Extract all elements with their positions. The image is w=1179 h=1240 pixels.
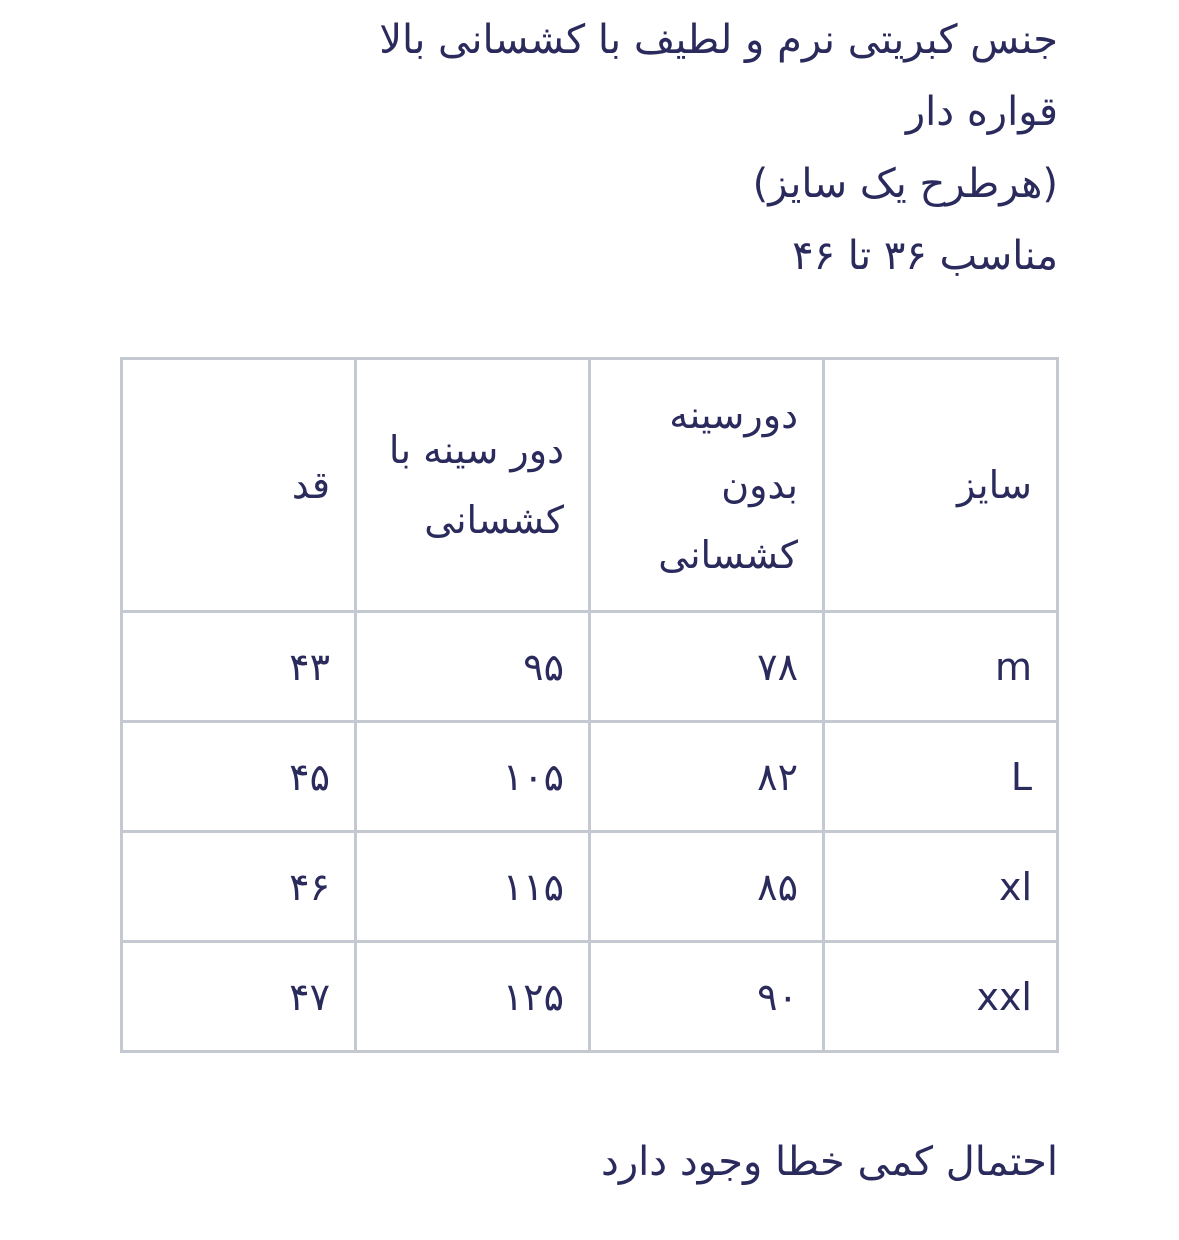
- description-size-note: (هرطرح یک سایز): [752, 161, 1058, 207]
- cell-chest-no-stretch: ۹۰: [590, 942, 824, 1052]
- cell-size: xxl: [824, 942, 1058, 1052]
- cell-size: L: [824, 722, 1058, 832]
- header-chest-no-stretch: دورسینه بدون کشسانی: [590, 359, 824, 612]
- table-row: [122, 832, 1058, 942]
- cell-chest-no-stretch: ۸۵: [590, 832, 824, 942]
- table-row: [122, 612, 1058, 722]
- cell-chest-with-stretch: ۱۲۵: [356, 942, 590, 1052]
- cell-chest-with-stretch: ۱۱۵: [356, 832, 590, 942]
- product-description: [158, 4, 1058, 292]
- description-size-range: مناسب ۳۶ تا ۴۶: [792, 233, 1058, 279]
- cell-length: ۴۶: [122, 832, 356, 942]
- table-row: [122, 722, 1058, 832]
- cell-size: xl: [824, 832, 1058, 942]
- cell-chest-with-stretch: ۱۰۵: [356, 722, 590, 832]
- table-header-row: [122, 359, 1058, 612]
- cell-length: ۴۳: [122, 612, 356, 722]
- table-row: [122, 942, 1058, 1052]
- size-chart-table: [120, 357, 1059, 1053]
- cell-chest-no-stretch: ۷۸: [590, 612, 824, 722]
- cell-size: m: [824, 612, 1058, 722]
- cell-length: ۴۷: [122, 942, 356, 1052]
- cell-chest-no-stretch: ۸۲: [590, 722, 824, 832]
- error-disclaimer: احتمال کمی خطا وجود دارد: [601, 1139, 1058, 1185]
- cell-length: ۴۵: [122, 722, 356, 832]
- header-chest-with-stretch: دور سینه با کشسانی: [356, 359, 590, 612]
- header-size: سایز: [824, 359, 1058, 612]
- header-length: قد: [122, 359, 356, 612]
- description-fit: قواره دار: [905, 89, 1058, 135]
- cell-chest-with-stretch: ۹۵: [356, 612, 590, 722]
- description-material: جنس کبریتی نرم و لطیف با کشسانی بالا: [379, 17, 1058, 63]
